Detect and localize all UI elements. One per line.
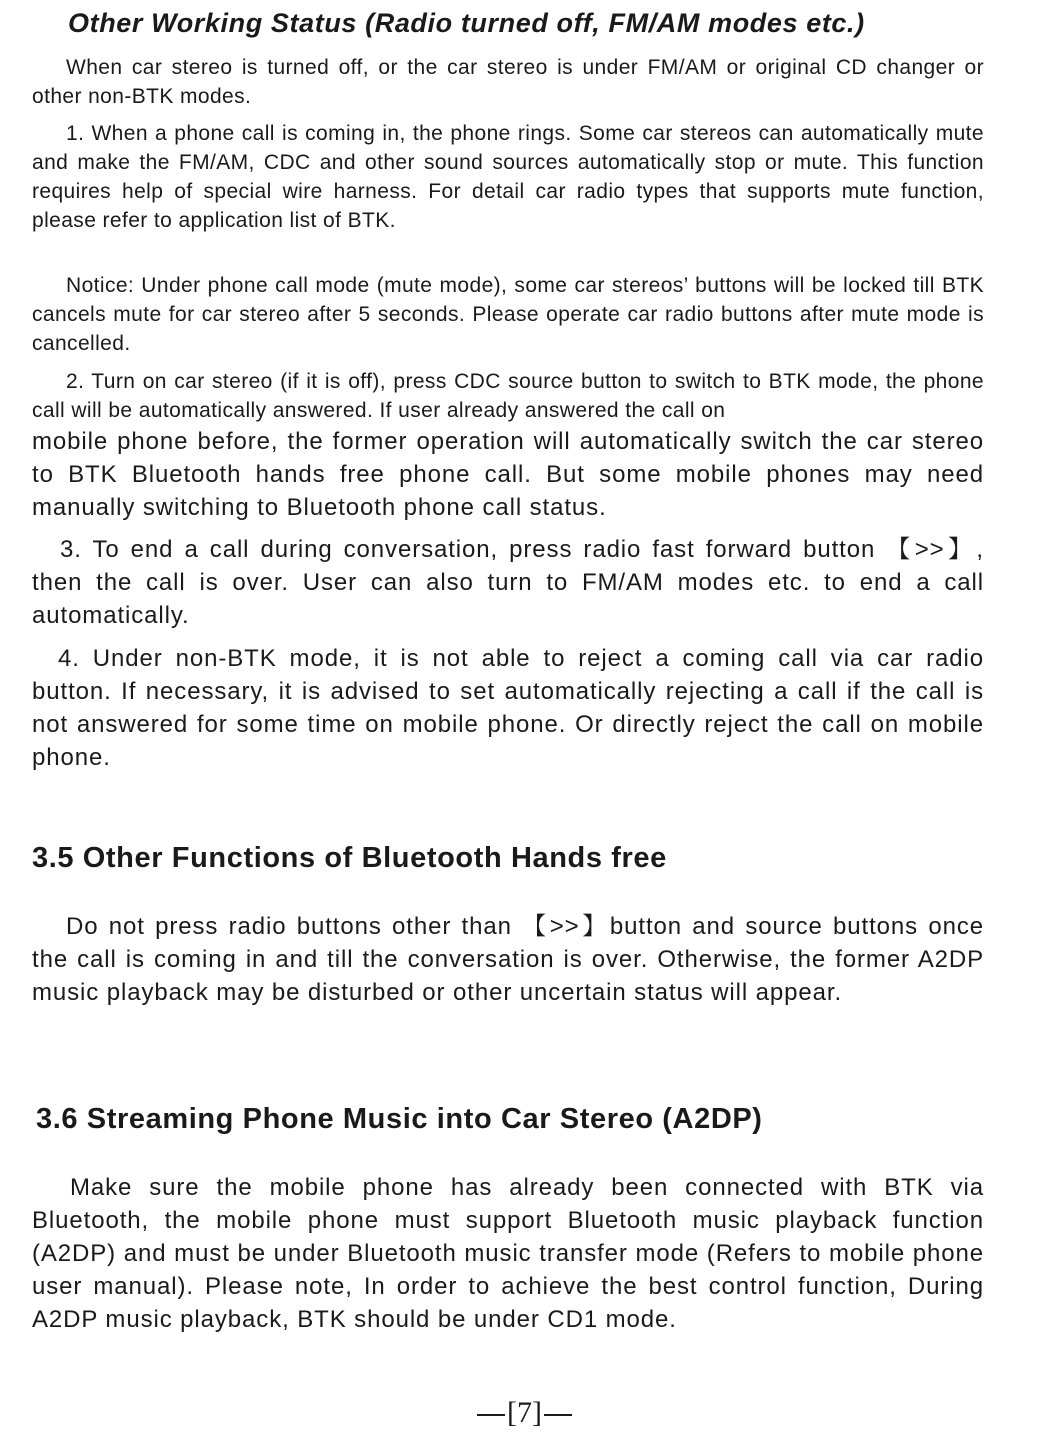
item-1-paragraph: 1. When a phone call is coming in, the phone rings. Some car stereos can automatically mute and make the FM/AM, CDC and other sound sources automatically stop or mute. This function requires help of special wire harness. For detail car radio types that supports mute function, please refer to application list of BTK. xyxy=(32,122,984,232)
item-3-paragraph: 3. To end a call during conversation, press radio fast forward button 【>>】, then the call is over. User can also turn to FM/AM modes etc. to end a call automatically. xyxy=(32,536,984,629)
section-3-5-heading: 3.5 Other Functions of Bluetooth Hands free xyxy=(32,842,667,874)
item-2-paragraph-part1: 2. Turn on car stereo (if it is off), press CDC source button to switch to BTK mode, the phone call will be automatically answered. If user already answered the call on xyxy=(32,370,984,422)
item-2-paragraph-part2: mobile phone before, the former operation will automatically switch the car stereo to BTK Bluetooth hands free phone call. But some mobile phones may need manually switching to Bluetooth phone call status. xyxy=(32,428,984,521)
page-number-text: [7] xyxy=(507,1396,542,1429)
section-3-6-body: Make sure the mobile phone has already been connected with BTK via Bluetooth, the mobile phone must support Bluetooth music playback function (A2DP) and must be under Bluetooth music transfer mode (Refers to mobile phone user manual). Please note, In order to achieve the best control function, During A2DP music playback, BTK should be under CD1 mode. xyxy=(32,1174,984,1333)
page-number-left-dash xyxy=(477,1414,505,1416)
item-4-paragraph: 4. Under non-BTK mode, it is not able to reject a coming call via car radio button. If necessary, it is advised to set automatically rejecting a call if the call is not answered for some time on mobile phone. Or directly reject the call on mobile phone. xyxy=(32,645,984,771)
working-status-heading: Other Working Status (Radio turned off, FM/AM modes etc.) xyxy=(68,8,865,38)
intro-paragraph: When car stereo is turned off, or the car stereo is under FM/AM or original CD changer or other non-BTK modes. xyxy=(32,56,984,108)
page-number xyxy=(0,1396,1049,1430)
section-3-5-body: Do not press radio buttons other than 【>>】button and source buttons once the call is coming in and till the conversation is over. Otherwise, the former A2DP music playback may be disturbed or other uncertain status will appear. xyxy=(32,913,984,1006)
page-number-right-dash xyxy=(544,1414,572,1416)
section-3-6-heading: 3.6 Streaming Phone Music into Car Stereo (A2DP) xyxy=(36,1103,763,1135)
notice-paragraph: Notice: Under phone call mode (mute mode), some car stereos’ buttons will be locked till BTK cancels mute for car stereo after 5 seconds. Please operate car radio buttons after mute mode is cancelled. xyxy=(32,274,984,355)
